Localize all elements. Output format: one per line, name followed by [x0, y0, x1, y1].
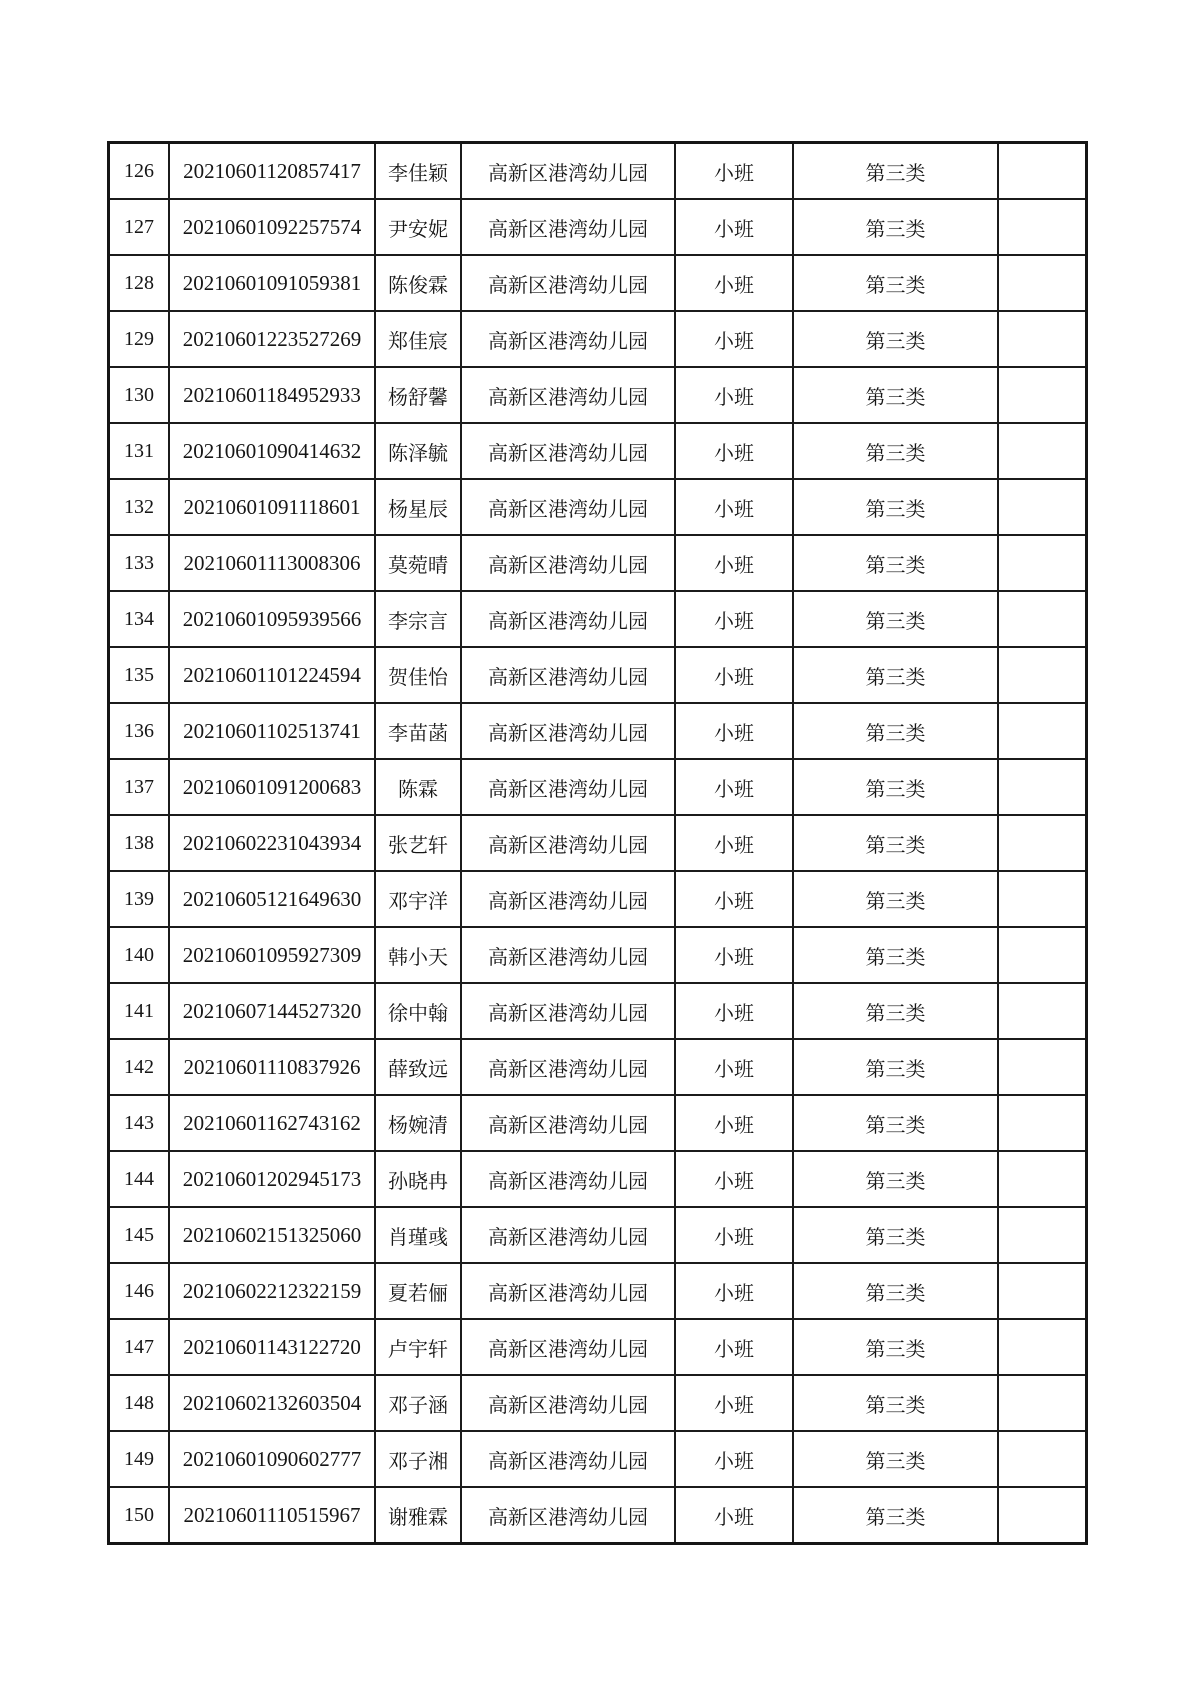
cell-registration-id: 20210601095927309	[169, 927, 375, 983]
table-row	[109, 871, 1087, 927]
cell-row-number: 137	[109, 759, 170, 815]
cell-category: 第三类	[793, 983, 998, 1039]
cell-class-level: 小班	[675, 1151, 793, 1207]
cell-class-level: 小班	[675, 367, 793, 423]
cell-class-level: 小班	[675, 1095, 793, 1151]
cell-row-number: 139	[109, 871, 170, 927]
cell-note	[998, 1375, 1087, 1431]
cell-note	[998, 703, 1087, 759]
cell-class-level: 小班	[675, 1207, 793, 1263]
cell-row-number: 143	[109, 1095, 170, 1151]
cell-row-number: 146	[109, 1263, 170, 1319]
cell-child-name: 韩小天	[375, 927, 461, 983]
cell-kindergarten-name: 高新区港湾幼儿园	[461, 1207, 675, 1263]
cell-child-name: 徐中翰	[375, 983, 461, 1039]
cell-child-name: 邓宇洋	[375, 871, 461, 927]
cell-kindergarten-name: 高新区港湾幼儿园	[461, 927, 675, 983]
cell-note	[998, 871, 1087, 927]
cell-row-number: 134	[109, 591, 170, 647]
cell-class-level: 小班	[675, 703, 793, 759]
cell-class-level: 小班	[675, 591, 793, 647]
table-row	[109, 647, 1087, 703]
cell-kindergarten-name: 高新区港湾幼儿园	[461, 703, 675, 759]
cell-registration-id: 20210601090414632	[169, 423, 375, 479]
cell-registration-id: 20210601095939566	[169, 591, 375, 647]
cell-note	[998, 199, 1087, 255]
table-row	[109, 1039, 1087, 1095]
cell-class-level: 小班	[675, 479, 793, 535]
table-row	[109, 1151, 1087, 1207]
cell-child-name: 贺佳怡	[375, 647, 461, 703]
table-row	[109, 1207, 1087, 1263]
cell-kindergarten-name: 高新区港湾幼儿园	[461, 647, 675, 703]
cell-registration-id: 20210601113008306	[169, 535, 375, 591]
cell-kindergarten-name: 高新区港湾幼儿园	[461, 1095, 675, 1151]
cell-row-number: 136	[109, 703, 170, 759]
cell-child-name: 杨舒馨	[375, 367, 461, 423]
cell-child-name: 李苗菡	[375, 703, 461, 759]
cell-row-number: 149	[109, 1431, 170, 1487]
cell-kindergarten-name: 高新区港湾幼儿园	[461, 1375, 675, 1431]
cell-child-name: 杨星辰	[375, 479, 461, 535]
cell-child-name: 李宗言	[375, 591, 461, 647]
cell-note	[998, 535, 1087, 591]
table-row	[109, 367, 1087, 423]
cell-class-level: 小班	[675, 1263, 793, 1319]
cell-row-number: 148	[109, 1375, 170, 1431]
cell-category: 第三类	[793, 199, 998, 255]
table-row	[109, 983, 1087, 1039]
cell-category: 第三类	[793, 1095, 998, 1151]
cell-kindergarten-name: 高新区港湾幼儿园	[461, 367, 675, 423]
cell-category: 第三类	[793, 703, 998, 759]
table-row	[109, 255, 1087, 311]
cell-registration-id: 20210602132603504	[169, 1375, 375, 1431]
cell-row-number: 133	[109, 535, 170, 591]
cell-child-name: 卢宇轩	[375, 1319, 461, 1375]
cell-kindergarten-name: 高新区港湾幼儿园	[461, 1151, 675, 1207]
cell-note	[998, 591, 1087, 647]
cell-category: 第三类	[793, 591, 998, 647]
cell-row-number: 132	[109, 479, 170, 535]
cell-class-level: 小班	[675, 1375, 793, 1431]
cell-category: 第三类	[793, 143, 998, 200]
cell-note	[998, 1487, 1087, 1544]
cell-category: 第三类	[793, 871, 998, 927]
cell-class-level: 小班	[675, 143, 793, 200]
cell-child-name: 夏若俪	[375, 1263, 461, 1319]
cell-kindergarten-name: 高新区港湾幼儿园	[461, 1431, 675, 1487]
cell-row-number: 131	[109, 423, 170, 479]
table-row	[109, 703, 1087, 759]
cell-category: 第三类	[793, 815, 998, 871]
cell-class-level: 小班	[675, 311, 793, 367]
table-row	[109, 479, 1087, 535]
cell-registration-id: 20210601184952933	[169, 367, 375, 423]
cell-child-name: 莫菀晴	[375, 535, 461, 591]
cell-row-number: 130	[109, 367, 170, 423]
cell-row-number: 142	[109, 1039, 170, 1095]
cell-kindergarten-name: 高新区港湾幼儿园	[461, 143, 675, 200]
table-row	[109, 1263, 1087, 1319]
cell-child-name: 陈霖	[375, 759, 461, 815]
cell-class-level: 小班	[675, 535, 793, 591]
cell-registration-id: 20210601120857417	[169, 143, 375, 200]
cell-category: 第三类	[793, 479, 998, 535]
cell-kindergarten-name: 高新区港湾幼儿园	[461, 1487, 675, 1544]
cell-kindergarten-name: 高新区港湾幼儿园	[461, 199, 675, 255]
cell-kindergarten-name: 高新区港湾幼儿园	[461, 1263, 675, 1319]
cell-registration-id: 20210601101224594	[169, 647, 375, 703]
cell-kindergarten-name: 高新区港湾幼儿园	[461, 983, 675, 1039]
cell-registration-id: 20210601110515967	[169, 1487, 375, 1544]
cell-kindergarten-name: 高新区港湾幼儿园	[461, 479, 675, 535]
cell-class-level: 小班	[675, 759, 793, 815]
cell-kindergarten-name: 高新区港湾幼儿园	[461, 871, 675, 927]
cell-child-name: 杨婉清	[375, 1095, 461, 1151]
cell-registration-id: 20210601162743162	[169, 1095, 375, 1151]
cell-category: 第三类	[793, 1151, 998, 1207]
cell-class-level: 小班	[675, 927, 793, 983]
cell-category: 第三类	[793, 759, 998, 815]
cell-registration-id: 20210601143122720	[169, 1319, 375, 1375]
cell-category: 第三类	[793, 647, 998, 703]
cell-kindergarten-name: 高新区港湾幼儿园	[461, 759, 675, 815]
table-row	[109, 143, 1087, 200]
cell-child-name: 薛致远	[375, 1039, 461, 1095]
cell-category: 第三类	[793, 1207, 998, 1263]
cell-registration-id: 20210601202945173	[169, 1151, 375, 1207]
cell-category: 第三类	[793, 1319, 998, 1375]
cell-note	[998, 311, 1087, 367]
table-row	[109, 535, 1087, 591]
cell-note	[998, 1039, 1087, 1095]
enrollment-table	[107, 141, 1088, 1545]
cell-category: 第三类	[793, 1263, 998, 1319]
table-row	[109, 759, 1087, 815]
cell-registration-id: 20210601091059381	[169, 255, 375, 311]
cell-registration-id: 20210601090602777	[169, 1431, 375, 1487]
cell-note	[998, 1431, 1087, 1487]
cell-kindergarten-name: 高新区港湾幼儿园	[461, 815, 675, 871]
cell-note	[998, 423, 1087, 479]
cell-note	[998, 1151, 1087, 1207]
cell-category: 第三类	[793, 535, 998, 591]
cell-note	[998, 647, 1087, 703]
table-body	[109, 143, 1087, 1544]
cell-kindergarten-name: 高新区港湾幼儿园	[461, 1039, 675, 1095]
cell-category: 第三类	[793, 1039, 998, 1095]
cell-note	[998, 143, 1087, 200]
cell-registration-id: 20210602151325060	[169, 1207, 375, 1263]
cell-category: 第三类	[793, 311, 998, 367]
cell-row-number: 128	[109, 255, 170, 311]
cell-category: 第三类	[793, 927, 998, 983]
cell-registration-id: 20210602231043934	[169, 815, 375, 871]
cell-note	[998, 1319, 1087, 1375]
cell-note	[998, 759, 1087, 815]
cell-row-number: 147	[109, 1319, 170, 1375]
cell-note	[998, 927, 1087, 983]
table-row	[109, 311, 1087, 367]
cell-class-level: 小班	[675, 423, 793, 479]
cell-kindergarten-name: 高新区港湾幼儿园	[461, 255, 675, 311]
cell-note	[998, 479, 1087, 535]
cell-row-number: 135	[109, 647, 170, 703]
cell-registration-id: 20210601110837926	[169, 1039, 375, 1095]
cell-child-name: 肖瑾彧	[375, 1207, 461, 1263]
cell-row-number: 138	[109, 815, 170, 871]
cell-class-level: 小班	[675, 815, 793, 871]
cell-child-name: 孙晓冉	[375, 1151, 461, 1207]
cell-row-number: 126	[109, 143, 170, 200]
cell-child-name: 陈泽毓	[375, 423, 461, 479]
cell-note	[998, 983, 1087, 1039]
table-row	[109, 1319, 1087, 1375]
table-row	[109, 815, 1087, 871]
cell-note	[998, 255, 1087, 311]
cell-registration-id: 20210601223527269	[169, 311, 375, 367]
cell-row-number: 127	[109, 199, 170, 255]
cell-class-level: 小班	[675, 255, 793, 311]
cell-row-number: 140	[109, 927, 170, 983]
cell-category: 第三类	[793, 423, 998, 479]
cell-child-name: 尹安妮	[375, 199, 461, 255]
cell-registration-id: 20210601091118601	[169, 479, 375, 535]
cell-note	[998, 1095, 1087, 1151]
cell-kindergarten-name: 高新区港湾幼儿园	[461, 535, 675, 591]
cell-registration-id: 20210601092257574	[169, 199, 375, 255]
table-row	[109, 1431, 1087, 1487]
cell-class-level: 小班	[675, 1431, 793, 1487]
cell-class-level: 小班	[675, 1487, 793, 1544]
cell-registration-id: 20210602212322159	[169, 1263, 375, 1319]
cell-row-number: 145	[109, 1207, 170, 1263]
cell-category: 第三类	[793, 367, 998, 423]
cell-note	[998, 1263, 1087, 1319]
table-row	[109, 927, 1087, 983]
cell-row-number: 150	[109, 1487, 170, 1544]
table-row	[109, 1375, 1087, 1431]
cell-child-name: 谢雅霖	[375, 1487, 461, 1544]
cell-child-name: 张艺轩	[375, 815, 461, 871]
cell-kindergarten-name: 高新区港湾幼儿园	[461, 423, 675, 479]
cell-registration-id: 20210605121649630	[169, 871, 375, 927]
cell-category: 第三类	[793, 1431, 998, 1487]
table-row	[109, 199, 1087, 255]
cell-kindergarten-name: 高新区港湾幼儿园	[461, 1319, 675, 1375]
cell-child-name: 邓子涵	[375, 1375, 461, 1431]
cell-category: 第三类	[793, 255, 998, 311]
cell-class-level: 小班	[675, 647, 793, 703]
table-row	[109, 591, 1087, 647]
cell-child-name: 李佳颖	[375, 143, 461, 200]
cell-class-level: 小班	[675, 199, 793, 255]
document-page	[107, 141, 1088, 1545]
cell-note	[998, 1207, 1087, 1263]
cell-row-number: 129	[109, 311, 170, 367]
cell-class-level: 小班	[675, 1319, 793, 1375]
cell-note	[998, 367, 1087, 423]
cell-child-name: 陈俊霖	[375, 255, 461, 311]
table-row	[109, 423, 1087, 479]
cell-class-level: 小班	[675, 983, 793, 1039]
cell-category: 第三类	[793, 1375, 998, 1431]
cell-child-name: 邓子湘	[375, 1431, 461, 1487]
table-row	[109, 1095, 1087, 1151]
cell-class-level: 小班	[675, 1039, 793, 1095]
cell-category: 第三类	[793, 1487, 998, 1544]
cell-note	[998, 815, 1087, 871]
cell-child-name: 郑佳宸	[375, 311, 461, 367]
cell-kindergarten-name: 高新区港湾幼儿园	[461, 311, 675, 367]
table-row	[109, 1487, 1087, 1544]
cell-registration-id: 20210601091200683	[169, 759, 375, 815]
cell-class-level: 小班	[675, 871, 793, 927]
cell-registration-id: 20210601102513741	[169, 703, 375, 759]
cell-row-number: 144	[109, 1151, 170, 1207]
cell-registration-id: 20210607144527320	[169, 983, 375, 1039]
cell-kindergarten-name: 高新区港湾幼儿园	[461, 591, 675, 647]
cell-row-number: 141	[109, 983, 170, 1039]
